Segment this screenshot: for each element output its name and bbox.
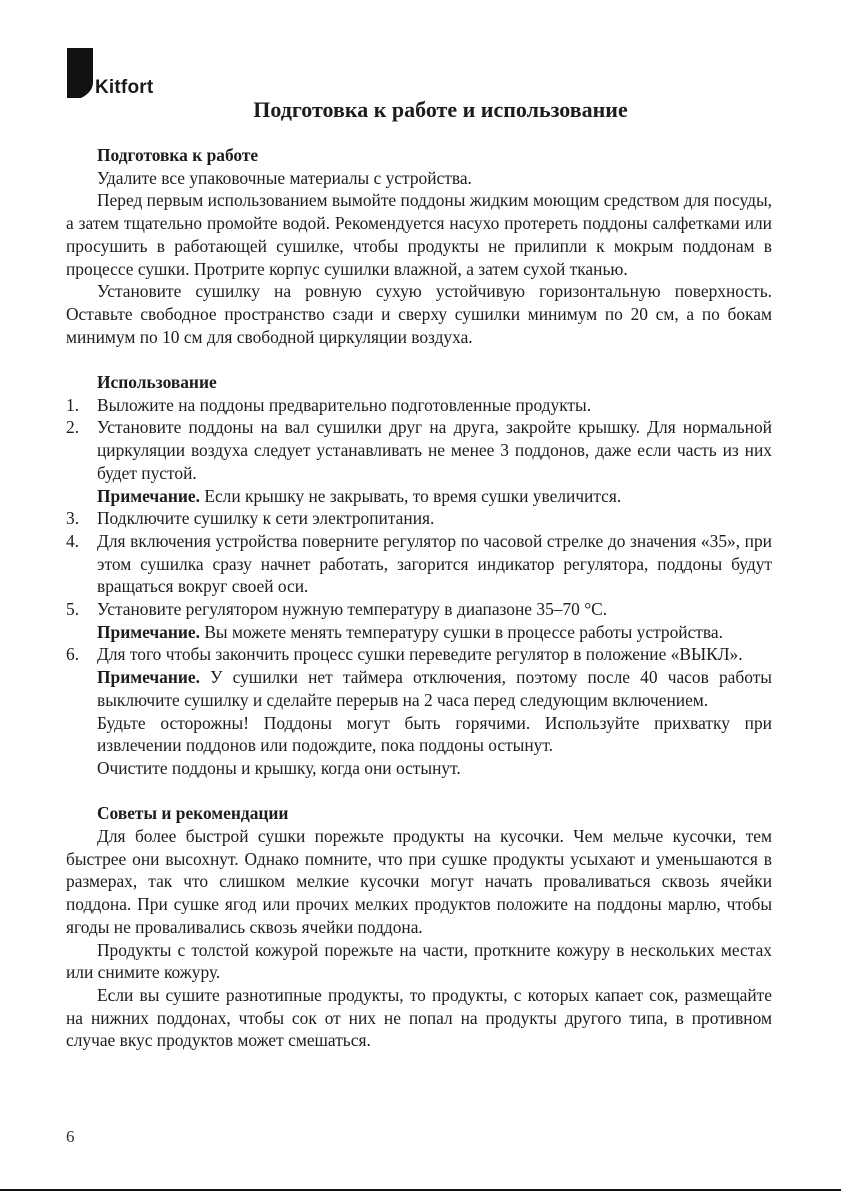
- paragraph: Удалите все упаковочные материалы с устройства.: [97, 167, 472, 188]
- item-number: 1.: [66, 394, 80, 415]
- list-item: [66, 530, 772, 598]
- paragraph: Перед первым использованием вымойте поддоны жидким моющим средством для посуды, а затем тщательно промойте водой. Рекомендуется насухо протереть поддоны салфетками или просушить в работающей сушилке, чтобы продукты не прилипли к мокрым поддонам в процессе сушки. Протрите корпус сушилки влажной, а затем сухой тканью.: [66, 190, 772, 279]
- item-text: Для включения устройства поверните регулятор по часовой стрелке до значения «35», при этом сушилка сразу начнет работать, загорится индикатор регулятора, поддоны будут вращаться вокруг своей оси.: [97, 530, 772, 597]
- item-number: 4.: [66, 530, 80, 551]
- section-heading-preparation: Подготовка к работе: [97, 145, 259, 165]
- note: [66, 485, 772, 508]
- note-label: Примечание.: [97, 621, 200, 642]
- warning-text: Будьте осторожны! Поддоны могут быть горячими. Используйте прихватку при извлечении поддонов или подождите, пока поддоны остынут.: [97, 712, 772, 756]
- note-label: Примечание.: [97, 667, 200, 688]
- item-text: Выложите на поддоны предварительно подготовленные продукты.: [97, 394, 592, 415]
- paragraph: Для более быстрой сушки порежьте продукты на кусочки. Чем мельче кусочки, тем быстрее они высохнут. Однако помните, что при сушке продукты усыхают и уменьшаются в размерах, так что слишком мелкие кусочки могут начать проваливаться сквозь ячейки поддона. При сушке ягод или прочих мелких продуктов положите на поддоны марлю, чтобы ягоды не проваливались сквозь ячейки поддона.: [66, 826, 772, 937]
- item-text: Установите регулятором нужную температуру в диапазоне 35–70 °C.: [97, 599, 608, 620]
- note-text: Вы можете менять температуру сушки в процессе работы устройства.: [204, 621, 723, 642]
- item-number: 3.: [66, 508, 80, 529]
- note: [66, 666, 772, 711]
- paragraph: Установите сушилку на ровную сухую устойчивую горизонтальную поверхность. Оставьте свободное пространство сзади и сверху сушилки минимум по 20 см, а по бокам минимум по 10 см для свободной циркуляции воздуха.: [66, 281, 772, 347]
- item-text: Установите поддоны на вал сушилки друг на друга, закройте крышку. Для нормальной циркуляции воздуха следует устанавливать не менее 3 поддонов, даже если часть из них будет пустой.: [97, 417, 772, 483]
- brand-logo: [67, 48, 177, 96]
- document-body: [66, 144, 772, 1052]
- page-number: 6: [66, 1127, 75, 1146]
- note: [66, 621, 772, 644]
- item-number: 2.: [66, 417, 80, 438]
- list-item: [66, 507, 772, 530]
- brand-name: Kitfort: [95, 77, 154, 98]
- section-heading-usage: Использование: [97, 372, 217, 393]
- section-heading-tips: Советы и рекомендации: [97, 803, 289, 824]
- item-text: Для того чтобы закончить процесс сушки переведите регулятор в положение «ВЫКЛ».: [97, 644, 743, 665]
- usage-steps-list: [66, 394, 772, 712]
- item-number: 5.: [66, 599, 80, 620]
- item-number: 6.: [66, 644, 80, 665]
- item-text: Подключите сушилку к сети электропитания.: [97, 508, 435, 529]
- page-title: Подготовка к работе и использование: [253, 97, 628, 122]
- paragraph: Продукты с толстой кожурой порежьте на части, проткните кожуру в нескольких местах или снимите кожуру.: [66, 939, 772, 983]
- paragraph: Если вы сушите разнотипные продукты, то продукты, с которых капает сок, размещайте на нижних поддонах, чтобы сок от них не попал на продукты другого типа, в противном случае вкус продуктов может смешаться.: [66, 984, 772, 1051]
- note-text: У сушилки нет таймера отключения, поэтому после 40 часов работы выключите сушилку и сделайте перерыв на 2 часа перед следующим включением.: [97, 667, 772, 710]
- note-text: Если крышку не закрывать, то время сушки увеличится.: [204, 485, 622, 506]
- list-item: [66, 598, 772, 621]
- list-item: [66, 643, 772, 666]
- note-label: Примечание.: [97, 485, 200, 506]
- cleanup-text: Очистите поддоны и крышку, когда они остынут.: [97, 757, 461, 778]
- list-item: [66, 394, 772, 417]
- kitfort-logo-icon: [67, 48, 93, 98]
- list-item: [66, 416, 772, 484]
